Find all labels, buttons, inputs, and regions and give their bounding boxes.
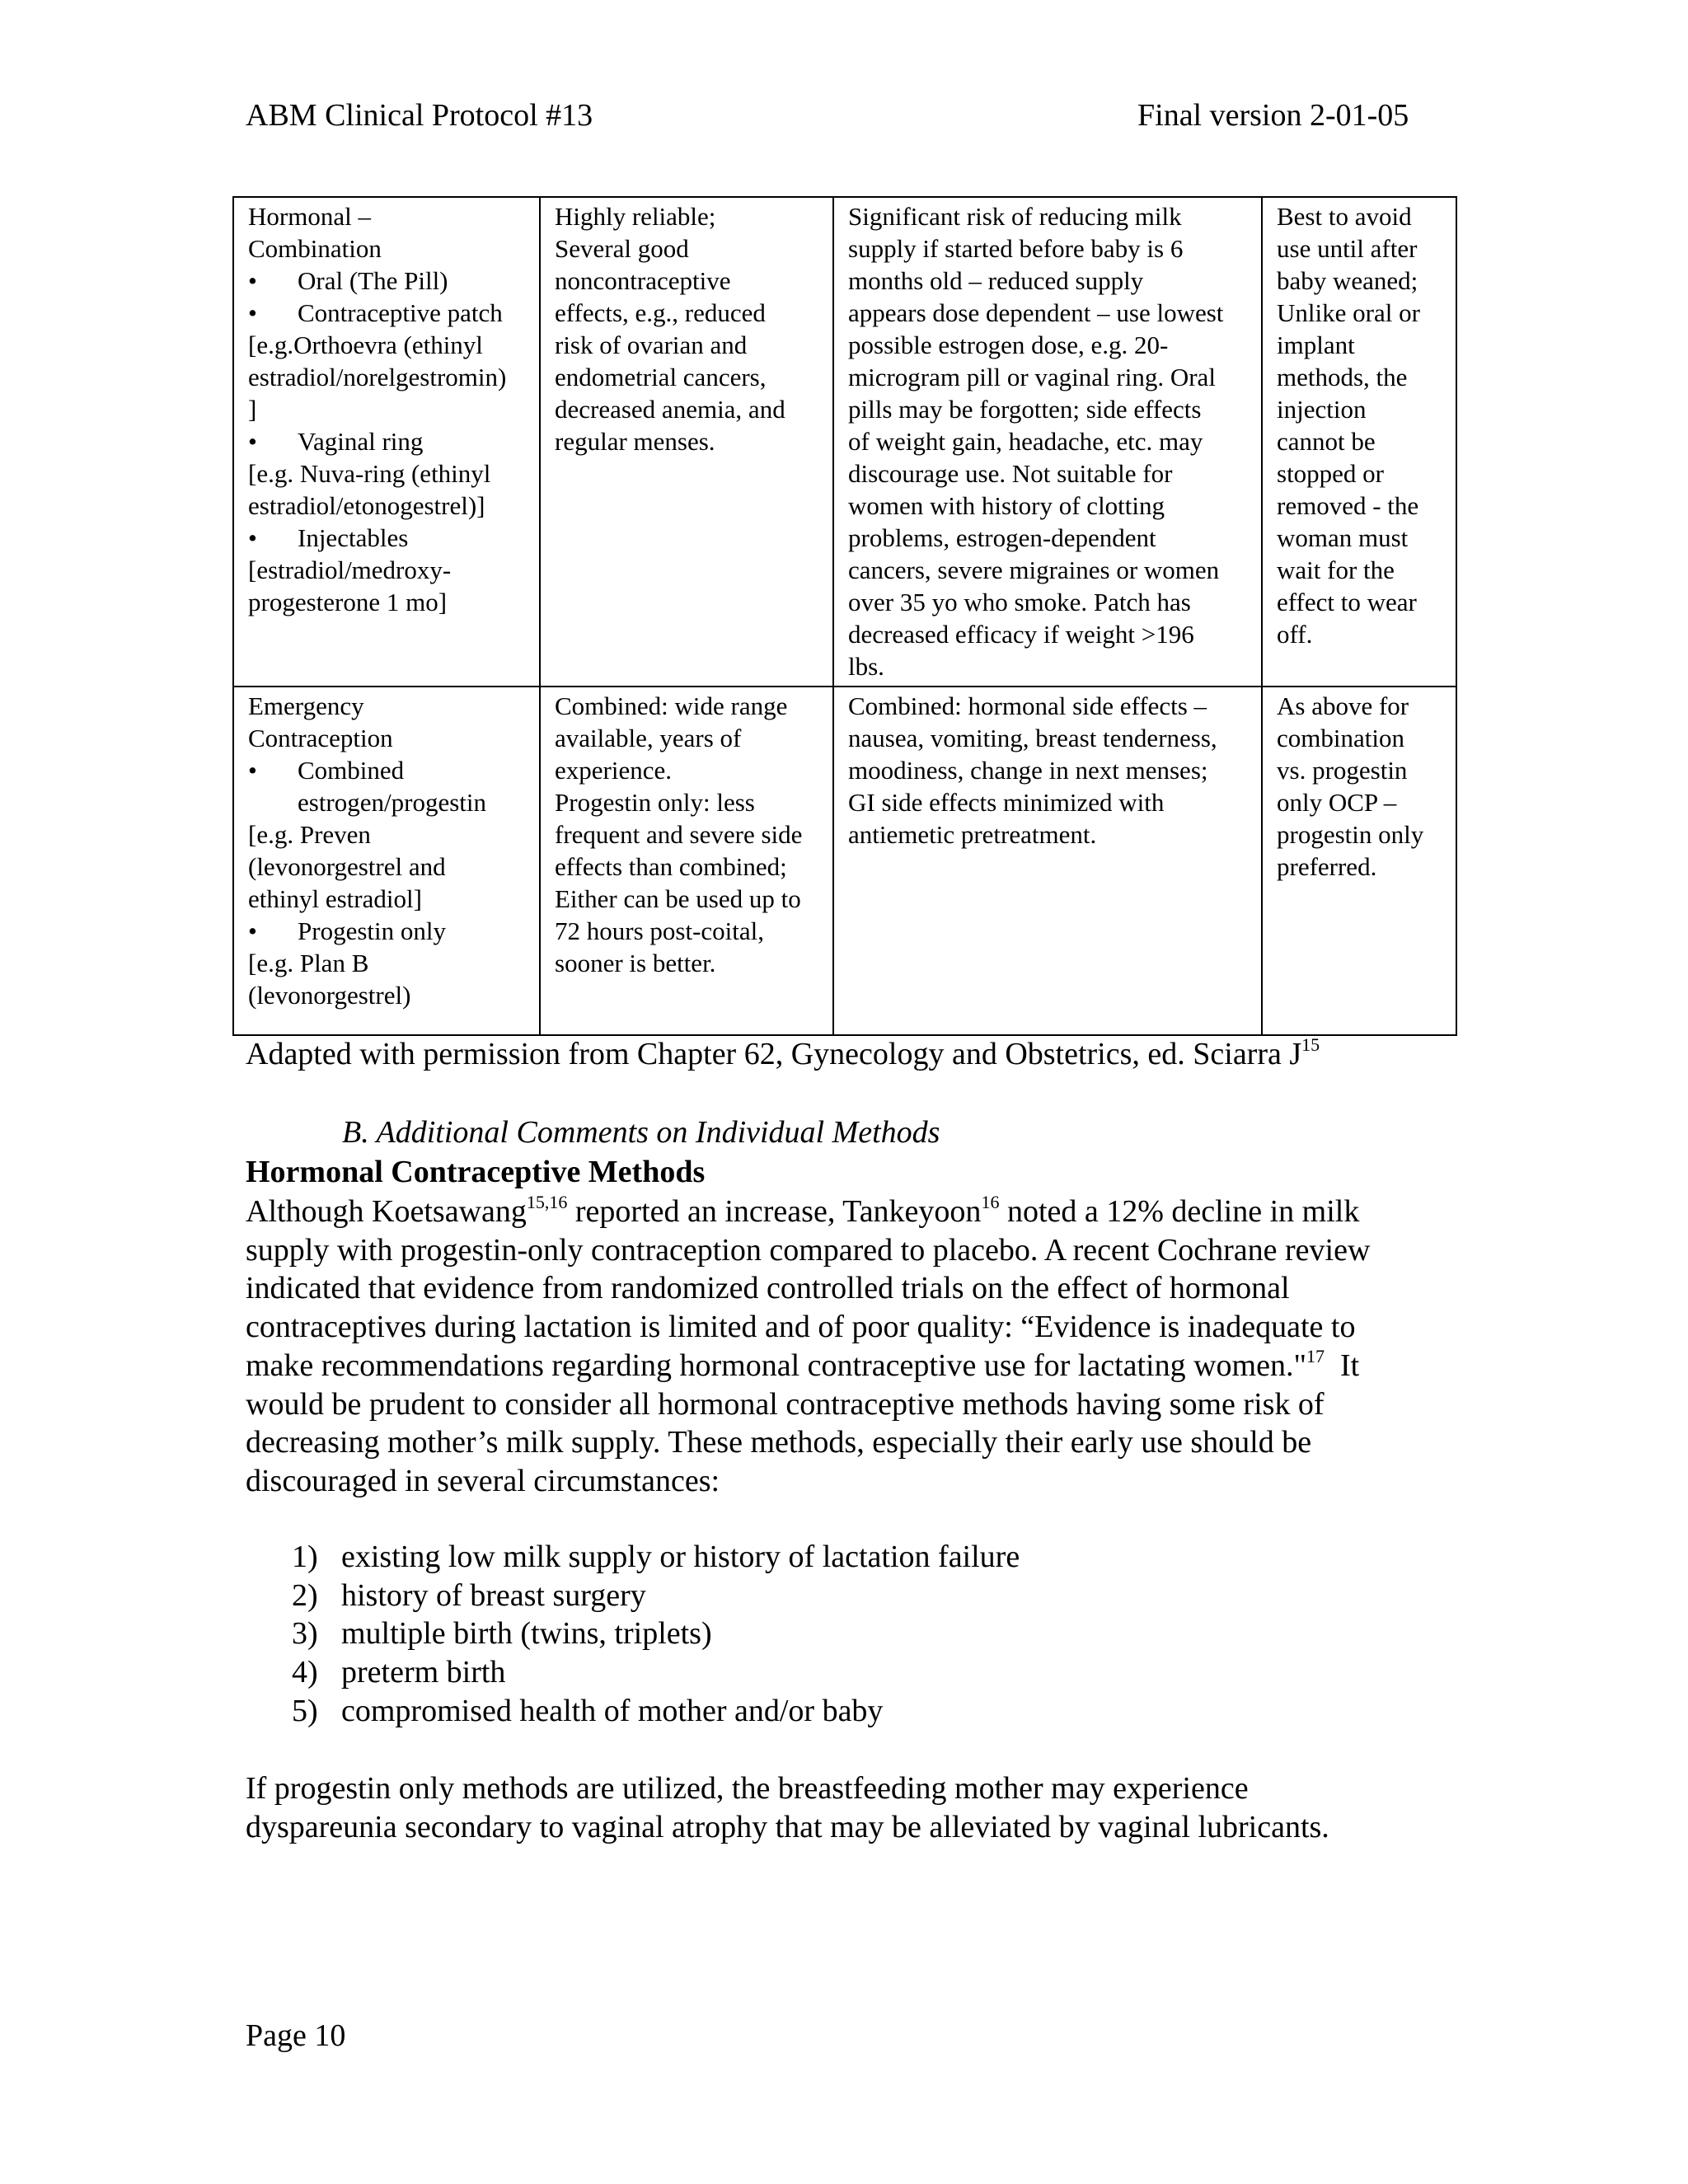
- example-line: (levonorgestrel and: [248, 852, 446, 881]
- text-line: methods, the: [1277, 363, 1408, 391]
- text-line: effect to wear: [1277, 588, 1417, 616]
- list-item: [246, 1577, 1020, 1615]
- section-heading: Hormonal Contraceptive Methods: [246, 1155, 706, 1189]
- paragraph-line: supply with progestin-only contraception compared to placebo. A recent Cochrane review: [246, 1232, 1371, 1268]
- list-item: [246, 1653, 1020, 1692]
- text-line: Best to avoid: [1277, 202, 1412, 231]
- section-subheading: B. Additional Comments on Individual Methods: [342, 1115, 940, 1150]
- paragraph-line: decreasing mother’s milk supply. These methods, especially their early use should be: [246, 1425, 1312, 1460]
- text-line: women with history of clotting: [848, 491, 1165, 520]
- example-line: (levonorgestrel): [248, 981, 411, 1010]
- list-item-text: compromised health of mother and/or baby: [341, 1693, 884, 1728]
- example-line: estradiol/norelgestromin): [248, 363, 507, 391]
- method-title-line: Emergency: [248, 691, 364, 720]
- paragraph-line: Although Koetsawang$^{15,16}$ reported an increase, Tankeyoon$^{16}$ noted a 12% decline in milk: [246, 1192, 1360, 1229]
- paragraph-line: make recommendations regarding hormonal contraceptive use for lactating women."$^{17}$ It: [246, 1345, 1360, 1383]
- bullet-text-line: Combined: [298, 756, 405, 785]
- bullet-item: • Injectables: [248, 523, 409, 552]
- text-line: combination: [1277, 724, 1404, 752]
- text-line: endometrial cancers,: [555, 363, 767, 391]
- text-line: baby weaned;: [1277, 266, 1418, 295]
- list-item: [246, 1692, 1020, 1731]
- text-line: progestin only: [1277, 820, 1424, 849]
- list-number: 5): [292, 1693, 318, 1728]
- bullet-icon: •: [248, 427, 257, 456]
- bullet-icon: •: [248, 523, 257, 552]
- text-line: Highly reliable;: [555, 202, 716, 231]
- text-line: microgram pill or vaginal ring. Oral: [848, 363, 1216, 391]
- example-line: ]: [248, 395, 257, 424]
- list-number: 1): [292, 1540, 318, 1574]
- text-line: supply if started before baby is 6: [848, 234, 1184, 263]
- text-line: decreased efficacy if weight >196: [848, 620, 1194, 649]
- contraception-methods-table: [232, 196, 1457, 1036]
- text-line: possible estrogen dose, e.g. 20-: [848, 330, 1169, 359]
- bullet-item: • Contraceptive patch: [248, 298, 503, 327]
- paragraph-line: If progestin only methods are utilized, the breastfeeding mother may experience: [246, 1771, 1249, 1806]
- list-item: [246, 1615, 1020, 1653]
- text-line: available, years of: [555, 724, 742, 752]
- text-line: stopped or: [1277, 459, 1385, 488]
- bullet-icon: •: [248, 756, 257, 785]
- disadvantages-cell: [833, 197, 1262, 687]
- citation-superscript: 15,16: [526, 1192, 568, 1212]
- bullet-item: • Oral (The Pill): [248, 266, 448, 295]
- list-item-text: existing low milk supply or history of lactation failure: [341, 1540, 1020, 1574]
- text-line: woman must: [1277, 523, 1409, 552]
- text-line: cannot be: [1277, 427, 1376, 456]
- text-line: problems, estrogen-dependent: [848, 523, 1156, 552]
- text-line: regular menses.: [555, 427, 715, 456]
- text-line: GI side effects minimized with: [848, 788, 1165, 817]
- text-line: Unlike oral or: [1277, 298, 1420, 327]
- paragraph-line: contraceptives during lactation is limited and of poor quality: “Evidence is inadequate to: [246, 1310, 1356, 1345]
- example-line: [e.g.Orthoevra (ethinyl: [248, 330, 483, 359]
- header-version: Final version 2-01-05: [1137, 98, 1409, 133]
- citation-superscript: 15: [1301, 1034, 1320, 1055]
- example-line: [estradiol/medroxy-: [248, 555, 452, 584]
- text-line: lbs.: [848, 652, 884, 681]
- comments-cell: [1262, 687, 1456, 1035]
- list-item-text: history of breast surgery: [341, 1577, 646, 1613]
- advantages-cell: [540, 687, 833, 1035]
- text-line: only OCP –: [1277, 788, 1397, 817]
- text-line: cancers, severe migraines or women: [848, 555, 1220, 584]
- text-line: antiemetic pretreatment.: [848, 820, 1097, 849]
- method-cell: [233, 197, 540, 687]
- text-line: off.: [1277, 620, 1313, 649]
- text-line: implant: [1277, 330, 1355, 359]
- text-line: over 35 yo who smoke. Patch has: [848, 588, 1191, 616]
- citation-superscript: 16: [981, 1192, 1000, 1212]
- list-number: 3): [292, 1616, 318, 1652]
- header-protocol-title: ABM Clinical Protocol #13: [246, 98, 593, 133]
- circumstances-list: [246, 1538, 1020, 1731]
- example-line: progesterone 1 mo]: [248, 588, 448, 616]
- example-line: ethinyl estradiol]: [248, 884, 422, 913]
- text-line: Either can be used up to: [555, 884, 801, 913]
- list-number: 2): [292, 1577, 318, 1613]
- bullet-item: • Vaginal ring: [248, 427, 424, 456]
- text-line: risk of ovarian and: [555, 330, 748, 359]
- text-line: preferred.: [1277, 852, 1377, 881]
- text-line: sooner is better.: [555, 949, 716, 977]
- text-line: wait for the: [1277, 555, 1395, 584]
- text-line: Several good: [555, 234, 689, 263]
- text-line: Progestin only: less: [555, 788, 755, 817]
- body-paragraph: [246, 1769, 1329, 1846]
- paragraph-line: would be prudent to consider all hormonal contraceptive methods having some risk of: [246, 1386, 1325, 1422]
- text-line: pills may be forgotten; side effects: [848, 395, 1202, 424]
- list-item-text: multiple birth (twins, triplets): [341, 1616, 712, 1652]
- disadvantages-cell: [833, 687, 1262, 1035]
- text-line: experience.: [555, 756, 672, 785]
- citation-superscript: 17: [1306, 1345, 1325, 1366]
- paragraph-line: dyspareunia secondary to vaginal atrophy that may be alleviated by vaginal lubricants.: [246, 1809, 1329, 1844]
- text-line: As above for: [1277, 691, 1409, 720]
- text-line: removed - the: [1277, 491, 1419, 520]
- bullet-item: • Progestin only: [248, 916, 446, 945]
- example-line: [e.g. Plan B: [248, 949, 369, 977]
- text-line: Combined: hormonal side effects –: [848, 691, 1207, 720]
- table-row: [233, 197, 1456, 687]
- text-line: Significant risk of reducing milk: [848, 202, 1182, 231]
- text-line: nausea, vomiting, breast tenderness,: [848, 724, 1217, 752]
- example-line: [e.g. Preven: [248, 820, 371, 849]
- bullet-icon: •: [248, 298, 257, 327]
- body-paragraph: [246, 1193, 1465, 1501]
- table-caption: [246, 1036, 1320, 1072]
- text-line: frequent and severe side: [555, 820, 803, 849]
- table-row: [233, 687, 1456, 1035]
- method-title-line: Contraception: [248, 724, 393, 752]
- comments-cell: [1262, 197, 1456, 687]
- bullet-item: [248, 754, 526, 818]
- text-line: vs. progestin: [1277, 756, 1408, 785]
- text-line: 72 hours post-coital,: [555, 916, 764, 945]
- text-line: use until after: [1277, 234, 1418, 263]
- list-item-text: preterm birth: [341, 1655, 506, 1690]
- caption-text: Adapted with permission from Chapter 62, Gynecology and Obstetrics, ed. Sciarra J: [246, 1037, 1302, 1071]
- advantages-cell: [540, 197, 833, 687]
- bullet-icon: •: [248, 266, 257, 295]
- method-title-line: Hormonal –: [248, 202, 371, 231]
- bullet-text-line: estrogen/progestin: [298, 788, 487, 817]
- text-line: appears dose dependent – use lowest: [848, 298, 1224, 327]
- bullet-icon: •: [248, 916, 257, 945]
- example-line: [e.g. Nuva-ring (ethinyl: [248, 459, 491, 488]
- text-line: injection: [1277, 395, 1367, 424]
- example-line: estradiol/etonogestrel)]: [248, 491, 485, 520]
- text-line: months old – reduced supply: [848, 266, 1144, 295]
- text-line: decreased anemia, and: [555, 395, 785, 424]
- method-title-line: Combination: [248, 234, 382, 263]
- list-item: [246, 1538, 1020, 1577]
- paragraph-line: indicated that evidence from randomized controlled trials on the effect of hormonal: [246, 1271, 1290, 1306]
- text-line: noncontraceptive: [555, 266, 731, 295]
- text-line: moodiness, change in next menses;: [848, 756, 1208, 785]
- text-line: effects than combined;: [555, 852, 787, 881]
- paragraph-line: discouraged in several circumstances:: [246, 1463, 720, 1498]
- text-line: of weight gain, headache, etc. may: [848, 427, 1203, 456]
- text-line: effects, e.g., reduced: [555, 298, 766, 327]
- text-line: discourage use. Not suitable for: [848, 459, 1173, 488]
- list-number: 4): [292, 1655, 318, 1690]
- method-cell: [233, 687, 540, 1035]
- text-line: Combined: wide range: [555, 691, 788, 720]
- page-number: Page 10: [246, 2018, 346, 2053]
